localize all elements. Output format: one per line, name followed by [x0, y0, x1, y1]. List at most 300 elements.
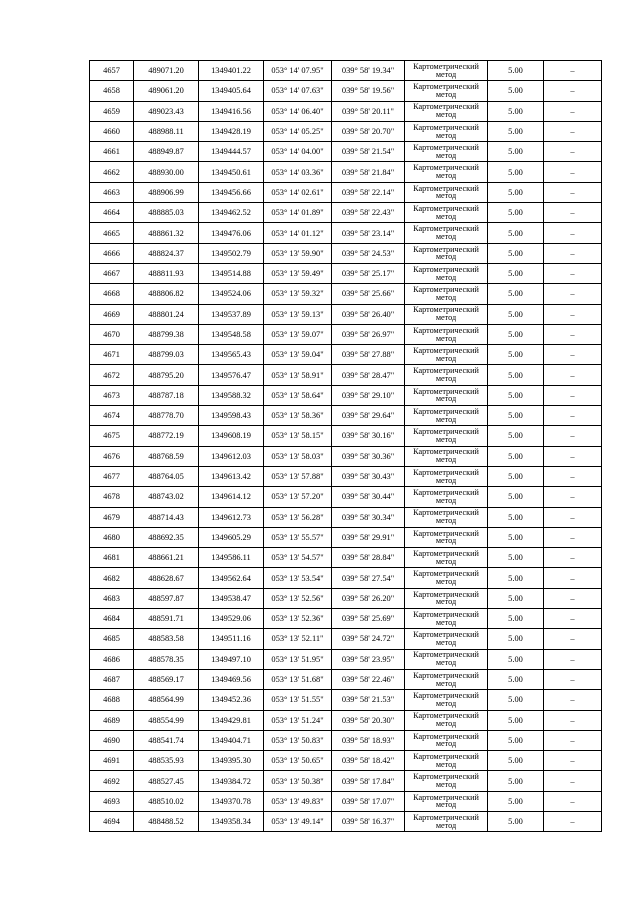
note-cell: – [544, 588, 602, 608]
x-coordinate-cell: 488564.99 [134, 690, 199, 710]
point-number-cell: 4663 [90, 182, 134, 202]
point-number-cell: 4664 [90, 203, 134, 223]
y-coordinate-cell: 1349538.47 [199, 588, 264, 608]
table-row [90, 710, 602, 730]
y-coordinate-cell: 1349529.06 [199, 609, 264, 629]
table-row [90, 81, 602, 101]
x-coordinate-cell: 488799.38 [134, 324, 199, 344]
note-cell: – [544, 365, 602, 385]
accuracy-cell: 5.00 [488, 548, 544, 568]
y-coordinate-cell: 1349598.43 [199, 406, 264, 426]
accuracy-cell: 5.00 [488, 101, 544, 121]
latitude-cell: 053° 13' 58.03" [264, 446, 332, 466]
x-coordinate-cell: 488824.37 [134, 243, 199, 263]
note-cell: – [544, 101, 602, 121]
point-number-cell: 4658 [90, 81, 134, 101]
note-cell: – [544, 263, 602, 283]
table-row [90, 324, 602, 344]
method-cell: Картометрический метод [405, 61, 488, 81]
x-coordinate-cell: 488692.35 [134, 527, 199, 547]
latitude-cell: 053° 13' 50.65" [264, 751, 332, 771]
note-cell: – [544, 507, 602, 527]
point-number-cell: 4667 [90, 263, 134, 283]
accuracy-cell: 5.00 [488, 527, 544, 547]
longitude-cell: 039° 58' 20.11" [332, 101, 405, 121]
x-coordinate-cell: 488510.02 [134, 791, 199, 811]
table-row [90, 446, 602, 466]
longitude-cell: 039° 58' 21.84" [332, 162, 405, 182]
latitude-cell: 053° 13' 59.07" [264, 324, 332, 344]
point-number-cell: 4671 [90, 345, 134, 365]
y-coordinate-cell: 1349429.81 [199, 710, 264, 730]
longitude-cell: 039° 58' 22.14" [332, 182, 405, 202]
accuracy-cell: 5.00 [488, 466, 544, 486]
table-row [90, 791, 602, 811]
point-number-cell: 4666 [90, 243, 134, 263]
point-number-cell: 4690 [90, 730, 134, 750]
method-cell: Картометрический метод [405, 406, 488, 426]
y-coordinate-cell: 1349469.56 [199, 669, 264, 689]
y-coordinate-cell: 1349450.61 [199, 162, 264, 182]
longitude-cell: 039° 58' 26.97" [332, 324, 405, 344]
y-coordinate-cell: 1349476.06 [199, 223, 264, 243]
table-row [90, 548, 602, 568]
point-number-cell: 4657 [90, 61, 134, 81]
note-cell: – [544, 730, 602, 750]
point-number-cell: 4688 [90, 690, 134, 710]
y-coordinate-cell: 1349370.78 [199, 791, 264, 811]
x-coordinate-cell: 489071.20 [134, 61, 199, 81]
method-cell: Картометрический метод [405, 751, 488, 771]
method-cell: Картометрический метод [405, 304, 488, 324]
latitude-cell: 053° 13' 58.64" [264, 385, 332, 405]
accuracy-cell: 5.00 [488, 304, 544, 324]
y-coordinate-cell: 1349608.19 [199, 426, 264, 446]
longitude-cell: 039° 58' 24.53" [332, 243, 405, 263]
note-cell: – [544, 751, 602, 771]
point-number-cell: 4685 [90, 629, 134, 649]
table-row [90, 345, 602, 365]
note-cell: – [544, 609, 602, 629]
method-cell: Картометрический метод [405, 243, 488, 263]
accuracy-cell: 5.00 [488, 284, 544, 304]
x-coordinate-cell: 488768.59 [134, 446, 199, 466]
point-number-cell: 4691 [90, 751, 134, 771]
y-coordinate-cell: 1349576.47 [199, 365, 264, 385]
note-cell: – [544, 466, 602, 486]
method-cell: Картометрический метод [405, 710, 488, 730]
coordinates-table [89, 60, 602, 832]
note-cell: – [544, 223, 602, 243]
note-cell: – [544, 690, 602, 710]
longitude-cell: 039° 58' 21.54" [332, 142, 405, 162]
table-row [90, 263, 602, 283]
point-number-cell: 4693 [90, 791, 134, 811]
y-coordinate-cell: 1349416.56 [199, 101, 264, 121]
y-coordinate-cell: 1349586.11 [199, 548, 264, 568]
latitude-cell: 053° 13' 51.24" [264, 710, 332, 730]
table-row [90, 304, 602, 324]
accuracy-cell: 5.00 [488, 61, 544, 81]
latitude-cell: 053° 14' 03.36" [264, 162, 332, 182]
point-number-cell: 4686 [90, 649, 134, 669]
y-coordinate-cell: 1349537.89 [199, 304, 264, 324]
method-cell: Картометрический метод [405, 426, 488, 446]
method-cell: Картометрический метод [405, 791, 488, 811]
note-cell: – [544, 649, 602, 669]
latitude-cell: 053° 14' 07.95" [264, 61, 332, 81]
accuracy-cell: 5.00 [488, 751, 544, 771]
longitude-cell: 039° 58' 22.43" [332, 203, 405, 223]
longitude-cell: 039° 58' 17.07" [332, 791, 405, 811]
y-coordinate-cell: 1349405.64 [199, 81, 264, 101]
table-row [90, 649, 602, 669]
x-coordinate-cell: 489061.20 [134, 81, 199, 101]
accuracy-cell: 5.00 [488, 182, 544, 202]
table-row [90, 142, 602, 162]
x-coordinate-cell: 488806.82 [134, 284, 199, 304]
table-row [90, 61, 602, 81]
y-coordinate-cell: 1349524.06 [199, 284, 264, 304]
table-row [90, 811, 602, 831]
accuracy-cell: 5.00 [488, 609, 544, 629]
x-coordinate-cell: 488541.74 [134, 730, 199, 750]
longitude-cell: 039° 58' 16.37" [332, 811, 405, 831]
longitude-cell: 039° 58' 26.20" [332, 588, 405, 608]
note-cell: – [544, 61, 602, 81]
point-number-cell: 4689 [90, 710, 134, 730]
longitude-cell: 039° 58' 26.40" [332, 304, 405, 324]
note-cell: – [544, 243, 602, 263]
table-row [90, 730, 602, 750]
method-cell: Картометрический метод [405, 101, 488, 121]
method-cell: Картометрический метод [405, 365, 488, 385]
x-coordinate-cell: 488772.19 [134, 426, 199, 446]
x-coordinate-cell: 488885.03 [134, 203, 199, 223]
x-coordinate-cell: 488527.45 [134, 771, 199, 791]
latitude-cell: 053° 14' 06.40" [264, 101, 332, 121]
latitude-cell: 053° 14' 04.00" [264, 142, 332, 162]
x-coordinate-cell: 488488.52 [134, 811, 199, 831]
x-coordinate-cell: 488583.58 [134, 629, 199, 649]
document-page [89, 60, 602, 832]
method-cell: Картометрический метод [405, 446, 488, 466]
table-row [90, 284, 602, 304]
y-coordinate-cell: 1349452.36 [199, 690, 264, 710]
y-coordinate-cell: 1349588.32 [199, 385, 264, 405]
latitude-cell: 053° 13' 56.28" [264, 507, 332, 527]
table-row [90, 690, 602, 710]
method-cell: Картометрический метод [405, 629, 488, 649]
y-coordinate-cell: 1349565.43 [199, 345, 264, 365]
y-coordinate-cell: 1349462.52 [199, 203, 264, 223]
point-number-cell: 4669 [90, 304, 134, 324]
method-cell: Картометрический метод [405, 649, 488, 669]
x-coordinate-cell: 488554.99 [134, 710, 199, 730]
x-coordinate-cell: 488787.18 [134, 385, 199, 405]
longitude-cell: 039° 58' 25.69" [332, 609, 405, 629]
point-number-cell: 4670 [90, 324, 134, 344]
point-number-cell: 4660 [90, 121, 134, 141]
x-coordinate-cell: 488535.93 [134, 751, 199, 771]
note-cell: – [544, 142, 602, 162]
longitude-cell: 039° 58' 20.70" [332, 121, 405, 141]
table-row [90, 669, 602, 689]
latitude-cell: 053° 13' 51.68" [264, 669, 332, 689]
point-number-cell: 4681 [90, 548, 134, 568]
longitude-cell: 039° 58' 28.84" [332, 548, 405, 568]
accuracy-cell: 5.00 [488, 203, 544, 223]
x-coordinate-cell: 488628.67 [134, 568, 199, 588]
longitude-cell: 039° 58' 30.34" [332, 507, 405, 527]
accuracy-cell: 5.00 [488, 811, 544, 831]
table-row [90, 487, 602, 507]
x-coordinate-cell: 488591.71 [134, 609, 199, 629]
x-coordinate-cell: 488714.43 [134, 507, 199, 527]
x-coordinate-cell: 488661.21 [134, 548, 199, 568]
latitude-cell: 053° 14' 02.61" [264, 182, 332, 202]
y-coordinate-cell: 1349614.12 [199, 487, 264, 507]
accuracy-cell: 5.00 [488, 406, 544, 426]
method-cell: Картометрический метод [405, 162, 488, 182]
y-coordinate-cell: 1349562.64 [199, 568, 264, 588]
table-row [90, 243, 602, 263]
accuracy-cell: 5.00 [488, 629, 544, 649]
note-cell: – [544, 406, 602, 426]
point-number-cell: 4684 [90, 609, 134, 629]
note-cell: – [544, 629, 602, 649]
note-cell: – [544, 710, 602, 730]
x-coordinate-cell: 488949.87 [134, 142, 199, 162]
x-coordinate-cell: 488778.70 [134, 406, 199, 426]
latitude-cell: 053° 13' 49.14" [264, 811, 332, 831]
accuracy-cell: 5.00 [488, 730, 544, 750]
method-cell: Картометрический метод [405, 487, 488, 507]
table-row [90, 406, 602, 426]
longitude-cell: 039° 58' 18.93" [332, 730, 405, 750]
note-cell: – [544, 811, 602, 831]
point-number-cell: 4672 [90, 365, 134, 385]
latitude-cell: 053° 13' 51.95" [264, 649, 332, 669]
x-coordinate-cell: 488578.35 [134, 649, 199, 669]
longitude-cell: 039° 58' 30.16" [332, 426, 405, 446]
longitude-cell: 039° 58' 18.42" [332, 751, 405, 771]
note-cell: – [544, 345, 602, 365]
point-number-cell: 4662 [90, 162, 134, 182]
y-coordinate-cell: 1349404.71 [199, 730, 264, 750]
x-coordinate-cell: 488801.24 [134, 304, 199, 324]
table-row [90, 507, 602, 527]
latitude-cell: 053° 13' 50.83" [264, 730, 332, 750]
accuracy-cell: 5.00 [488, 771, 544, 791]
longitude-cell: 039° 58' 24.72" [332, 629, 405, 649]
method-cell: Картометрический метод [405, 223, 488, 243]
latitude-cell: 053° 14' 07.63" [264, 81, 332, 101]
y-coordinate-cell: 1349456.66 [199, 182, 264, 202]
y-coordinate-cell: 1349428.19 [199, 121, 264, 141]
x-coordinate-cell: 488795.20 [134, 365, 199, 385]
note-cell: – [544, 771, 602, 791]
table-row [90, 568, 602, 588]
point-number-cell: 4677 [90, 466, 134, 486]
accuracy-cell: 5.00 [488, 446, 544, 466]
accuracy-cell: 5.00 [488, 81, 544, 101]
latitude-cell: 053° 13' 57.88" [264, 466, 332, 486]
method-cell: Картометрический метод [405, 609, 488, 629]
longitude-cell: 039° 58' 28.47" [332, 365, 405, 385]
note-cell: – [544, 121, 602, 141]
longitude-cell: 039° 58' 29.91" [332, 527, 405, 547]
method-cell: Картометрический метод [405, 568, 488, 588]
accuracy-cell: 5.00 [488, 568, 544, 588]
y-coordinate-cell: 1349613.42 [199, 466, 264, 486]
note-cell: – [544, 426, 602, 446]
latitude-cell: 053° 13' 57.20" [264, 487, 332, 507]
point-number-cell: 4674 [90, 406, 134, 426]
accuracy-cell: 5.00 [488, 162, 544, 182]
y-coordinate-cell: 1349612.73 [199, 507, 264, 527]
point-number-cell: 4679 [90, 507, 134, 527]
accuracy-cell: 5.00 [488, 385, 544, 405]
accuracy-cell: 5.00 [488, 345, 544, 365]
point-number-cell: 4687 [90, 669, 134, 689]
longitude-cell: 039° 58' 27.88" [332, 345, 405, 365]
method-cell: Картометрический метод [405, 548, 488, 568]
x-coordinate-cell: 489023.43 [134, 101, 199, 121]
note-cell: – [544, 284, 602, 304]
longitude-cell: 039° 58' 25.66" [332, 284, 405, 304]
longitude-cell: 039° 58' 23.95" [332, 649, 405, 669]
longitude-cell: 039° 58' 21.53" [332, 690, 405, 710]
method-cell: Картометрический метод [405, 182, 488, 202]
method-cell: Картометрический метод [405, 527, 488, 547]
note-cell: – [544, 304, 602, 324]
note-cell: – [544, 791, 602, 811]
table-row [90, 466, 602, 486]
longitude-cell: 039° 58' 30.43" [332, 466, 405, 486]
table-row [90, 771, 602, 791]
table-row [90, 385, 602, 405]
y-coordinate-cell: 1349612.03 [199, 446, 264, 466]
point-number-cell: 4676 [90, 446, 134, 466]
latitude-cell: 053° 14' 01.12" [264, 223, 332, 243]
point-number-cell: 4692 [90, 771, 134, 791]
note-cell: – [544, 203, 602, 223]
x-coordinate-cell: 488861.32 [134, 223, 199, 243]
y-coordinate-cell: 1349401.22 [199, 61, 264, 81]
table-row [90, 426, 602, 446]
x-coordinate-cell: 488569.17 [134, 669, 199, 689]
note-cell: – [544, 568, 602, 588]
method-cell: Картометрический метод [405, 263, 488, 283]
y-coordinate-cell: 1349605.29 [199, 527, 264, 547]
note-cell: – [544, 324, 602, 344]
table-row [90, 365, 602, 385]
x-coordinate-cell: 488799.03 [134, 345, 199, 365]
point-number-cell: 4675 [90, 426, 134, 446]
accuracy-cell: 5.00 [488, 690, 544, 710]
point-number-cell: 4678 [90, 487, 134, 507]
accuracy-cell: 5.00 [488, 487, 544, 507]
y-coordinate-cell: 1349514.88 [199, 263, 264, 283]
accuracy-cell: 5.00 [488, 223, 544, 243]
y-coordinate-cell: 1349502.79 [199, 243, 264, 263]
latitude-cell: 053° 13' 58.15" [264, 426, 332, 446]
note-cell: – [544, 182, 602, 202]
method-cell: Картометрический метод [405, 142, 488, 162]
accuracy-cell: 5.00 [488, 142, 544, 162]
latitude-cell: 053° 13' 51.55" [264, 690, 332, 710]
x-coordinate-cell: 488811.93 [134, 263, 199, 283]
y-coordinate-cell: 1349444.57 [199, 142, 264, 162]
y-coordinate-cell: 1349395.30 [199, 751, 264, 771]
x-coordinate-cell: 488906.99 [134, 182, 199, 202]
method-cell: Картометрический метод [405, 121, 488, 141]
accuracy-cell: 5.00 [488, 649, 544, 669]
table-row [90, 609, 602, 629]
latitude-cell: 053° 13' 52.56" [264, 588, 332, 608]
accuracy-cell: 5.00 [488, 669, 544, 689]
table-row [90, 527, 602, 547]
table-row [90, 101, 602, 121]
latitude-cell: 053° 13' 59.04" [264, 345, 332, 365]
latitude-cell: 053° 13' 58.36" [264, 406, 332, 426]
latitude-cell: 053° 13' 59.13" [264, 304, 332, 324]
method-cell: Картометрический метод [405, 385, 488, 405]
accuracy-cell: 5.00 [488, 507, 544, 527]
longitude-cell: 039° 58' 17.84" [332, 771, 405, 791]
accuracy-cell: 5.00 [488, 263, 544, 283]
x-coordinate-cell: 488743.02 [134, 487, 199, 507]
y-coordinate-cell: 1349358.34 [199, 811, 264, 831]
table-row [90, 162, 602, 182]
longitude-cell: 039° 58' 19.56" [332, 81, 405, 101]
latitude-cell: 053° 14' 05.25" [264, 121, 332, 141]
latitude-cell: 053° 13' 55.57" [264, 527, 332, 547]
point-number-cell: 4661 [90, 142, 134, 162]
latitude-cell: 053° 13' 52.36" [264, 609, 332, 629]
method-cell: Картометрический метод [405, 669, 488, 689]
table-row [90, 203, 602, 223]
table-row [90, 182, 602, 202]
table-row [90, 588, 602, 608]
longitude-cell: 039° 58' 30.36" [332, 446, 405, 466]
accuracy-cell: 5.00 [488, 426, 544, 446]
latitude-cell: 053° 13' 50.38" [264, 771, 332, 791]
point-number-cell: 4683 [90, 588, 134, 608]
point-number-cell: 4673 [90, 385, 134, 405]
accuracy-cell: 5.00 [488, 588, 544, 608]
point-number-cell: 4682 [90, 568, 134, 588]
y-coordinate-cell: 1349384.72 [199, 771, 264, 791]
longitude-cell: 039° 58' 19.34" [332, 61, 405, 81]
method-cell: Картометрический метод [405, 81, 488, 101]
accuracy-cell: 5.00 [488, 710, 544, 730]
point-number-cell: 4668 [90, 284, 134, 304]
table-row [90, 121, 602, 141]
table-row [90, 629, 602, 649]
longitude-cell: 039° 58' 27.54" [332, 568, 405, 588]
method-cell: Картометрический метод [405, 811, 488, 831]
latitude-cell: 053° 13' 59.90" [264, 243, 332, 263]
note-cell: – [544, 548, 602, 568]
method-cell: Картометрический метод [405, 466, 488, 486]
note-cell: – [544, 527, 602, 547]
method-cell: Картометрический метод [405, 507, 488, 527]
y-coordinate-cell: 1349548.58 [199, 324, 264, 344]
latitude-cell: 053° 13' 54.57" [264, 548, 332, 568]
latitude-cell: 053° 13' 49.83" [264, 791, 332, 811]
